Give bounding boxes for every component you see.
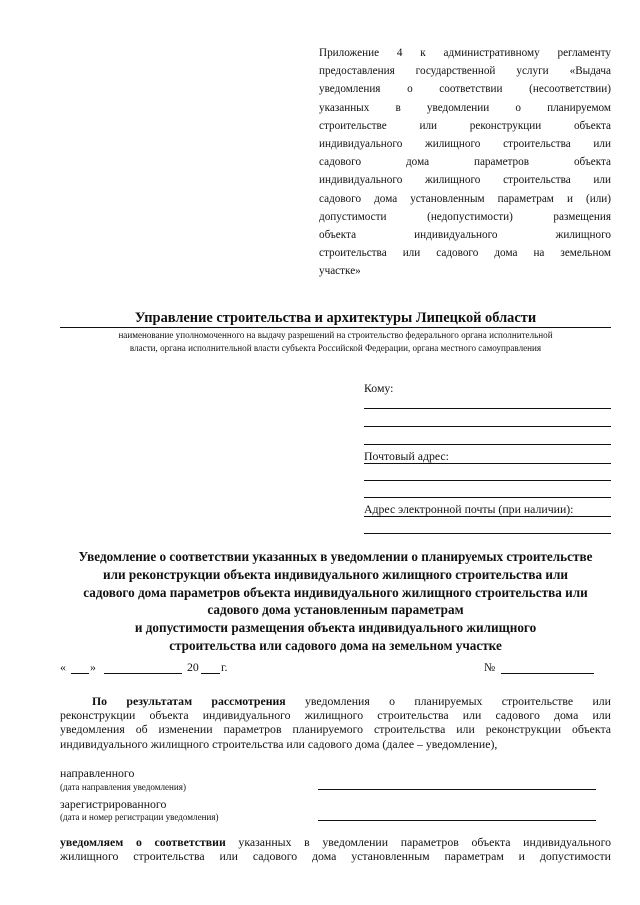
email-line-1[interactable] — [364, 516, 611, 517]
postal-address-line-1[interactable] — [364, 463, 611, 464]
recipient-to-line-2[interactable] — [364, 426, 611, 427]
email-label: Адрес электронной почты (при наличии): — [364, 502, 574, 516]
appendix-reference — [319, 44, 611, 281]
date-close-quote: » — [90, 660, 96, 674]
paragraph-review-line2: реконструкции объекта индивидуального жилищного строительства или садового дома или — [60, 708, 611, 723]
title-line: или реконструкции объекта индивидуального жилищного строительства или — [103, 566, 568, 582]
authority-caption-line: власти, органа исполнительной власти субъекта Российской Федерации, органа местного самоуправления — [129, 343, 542, 353]
appendix-line: объекта индивидуального жилищного — [319, 229, 611, 242]
date-year-suffix: г. — [221, 660, 228, 674]
postal-address-label: Почтовый адрес: — [364, 449, 449, 463]
registered-caption: (дата и номер регистрации уведомления) — [60, 812, 219, 822]
postal-address-line-2[interactable] — [364, 480, 611, 481]
paragraph-notification-line1: указанных в уведомлении параметров объекта индивидуального — [225, 835, 612, 849]
appendix-line: указанных в уведомлении о планируемом — [319, 101, 611, 114]
appendix-line: садового дома параметров объекта — [319, 156, 611, 169]
title-line: садового дома установленным параметрам — [207, 602, 464, 618]
paragraph-review-lead: По результатам рассмотрения — [92, 694, 286, 708]
authority-underline — [60, 327, 611, 328]
appendix-line: уведомления о соответствии (несоответствии) — [319, 83, 611, 96]
title-line: Уведомление о соответствии указанных в уведомлении о планируемых строительстве — [78, 549, 593, 564]
title-line: садового дома параметров объекта индивидуального жилищного строительства или — [83, 584, 588, 600]
appendix-line: индивидуального жилищного строительства или — [319, 138, 611, 151]
appendix-line: предоставления государственной услуги «Выдача — [319, 65, 611, 78]
sent-label: направленного — [60, 766, 135, 780]
date-month-field[interactable] — [104, 673, 182, 674]
paragraph-review-line3: уведомления об изменении параметров планируемого строительства или реконструкции объекта — [60, 722, 611, 737]
paragraph-review-line1: уведомления о планируемых строительстве или — [285, 694, 611, 708]
appendix-line: Приложение 4 к административному регламенту — [319, 47, 611, 59]
paragraph-notification — [60, 835, 611, 863]
appendix-line: индивидуального жилищного строительства или — [319, 174, 611, 187]
date-open-quote: « — [60, 660, 66, 674]
paragraph-review-line4: индивидуального жилищного строительства или садового дома (далее – уведомление), — [60, 736, 498, 751]
appendix-line: допустимости (недопустимости) размещения — [319, 210, 611, 223]
paragraph-review — [60, 694, 611, 751]
title-line: строительства или садового дома на земельном участке — [169, 637, 502, 653]
registered-label: зарегистрированного — [60, 797, 167, 811]
registered-number-field[interactable] — [318, 820, 596, 821]
sent-date-field[interactable] — [318, 789, 596, 790]
appendix-line: строительстве или реконструкции объекта — [319, 119, 611, 132]
paragraph-notification-lead: уведомляем о соответствии — [60, 835, 226, 849]
recipient-to-line-3[interactable] — [364, 444, 611, 445]
appendix-line: строительства или садового дома на земельном — [319, 247, 611, 260]
document-title — [60, 548, 611, 655]
authority-caption — [60, 329, 611, 355]
title-line: и допустимости размещения объекта индивидуального жилищного — [134, 620, 537, 636]
appendix-line: участке» — [319, 265, 361, 278]
paragraph-notification-line2: жилищного строительства или садового дома установленным параметрам и допустимости — [60, 849, 611, 864]
recipient-to-label: Кому: — [364, 381, 394, 395]
sent-caption: (дата направления уведомления) — [60, 782, 186, 792]
postal-address-line-3[interactable] — [364, 497, 611, 498]
authority-name: Управление строительства и архитектуры Липецкой области — [134, 310, 537, 326]
email-line-2[interactable] — [364, 533, 611, 534]
appendix-line: садового дома установленным параметрам и (или) — [319, 192, 611, 205]
date-year-prefix: 20 — [187, 660, 199, 674]
authority-caption-line: наименование уполномоченного на выдачу разрешений на строительство федерального органа исполнительной — [118, 330, 553, 340]
date-year-field[interactable] — [201, 673, 220, 674]
recipient-to-line-1[interactable] — [364, 408, 611, 409]
document-number-field[interactable] — [501, 673, 594, 674]
document-number-sign: № — [484, 660, 496, 674]
date-day-field[interactable] — [71, 673, 89, 674]
